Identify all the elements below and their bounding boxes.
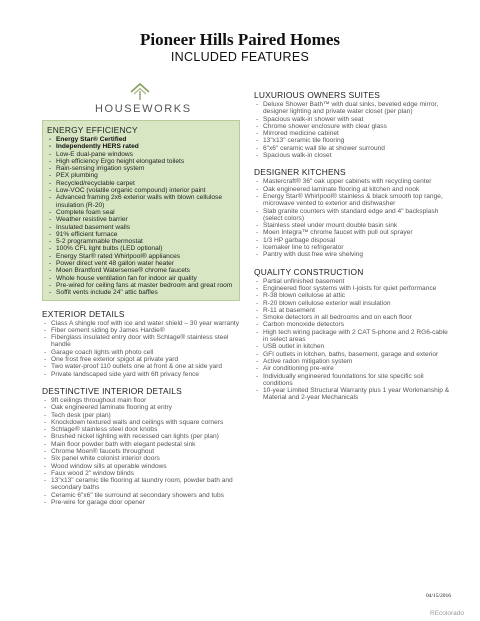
feature-item: - 6"x6" ceramic wall tile at shower surround	[254, 145, 450, 152]
section-title: DESIGNER KITCHENS	[254, 167, 346, 178]
feature-item: - Mastercraft® 36" oak upper cabinets with recycling center	[254, 178, 450, 185]
feature-item: - Whole house ventilation fan for indoor air quality	[47, 275, 235, 282]
feature-item: - 5-2 programmable thermostat	[47, 238, 235, 245]
feature-item: - Weather resistive barrier	[47, 216, 235, 223]
feature-item: - PEX plumbing	[47, 172, 235, 179]
feature-list	[42, 320, 240, 378]
feature-item: - Pre-wire for garage door opener	[42, 499, 240, 506]
feature-item: - Spacious walk-in closet	[254, 152, 450, 159]
feature-item: - Pantry with dust free wire shelving	[254, 251, 450, 258]
page-title: Pioneer Hills Paired Homes	[139, 30, 341, 49]
feature-item: - R-11 at basement	[254, 307, 450, 314]
feature-item: - 9ft ceilings throughout main floor	[42, 397, 240, 404]
feature-item: - Low-E dual-pane windows	[47, 151, 235, 158]
feature-item: - One frost free exterior spigot at private yard	[42, 356, 240, 363]
feature-item: - R-38 blown cellulose at attic	[254, 292, 450, 299]
feature-item: - Class A shingle roof with ice and water shield – 30 year warranty	[42, 320, 240, 327]
feature-item: - Schlage® stainless steel door knobs	[42, 426, 240, 433]
feature-item: - Power direct vent 48 gallon water heater	[47, 260, 235, 267]
feature-item: - Six panel white colonist interior doors	[42, 455, 240, 462]
feature-item: - Knockdown textured walls and ceilings with square corners	[42, 419, 240, 426]
feature-item: - Energy Star® Certified	[47, 136, 235, 143]
feature-item: - Fiber cement siding by James Hardie®	[42, 327, 240, 334]
feature-item: - High efficiency Ergo height elongated toilets	[47, 158, 235, 165]
feature-item: - Moen Integra™ chrome faucet with pull out sprayer	[254, 229, 450, 236]
feature-item: - Advanced framing 2x6 exterior walls with blown cellulose insulation (R-20)	[47, 194, 235, 209]
feature-item: - GFI outlets in kitchen, baths, basement, garage and exterior	[254, 351, 450, 358]
feature-item: - Low-VOC (volatile organic compound) interior paint	[47, 187, 235, 194]
feature-item: - 91% efficient furnace	[47, 231, 235, 238]
feature-item: - High tech wiring package with 2 CAT 5-phone and 2 RG6-cable in select areas	[254, 329, 450, 344]
feature-item: - Smoke detectors in all bedrooms and on each floor	[254, 314, 450, 321]
feature-item: - Moen Brantford Watersense® chrome faucets	[47, 267, 235, 274]
feature-item: - Spacious walk-in shower with seat	[254, 116, 450, 123]
feature-item: - Private landscaped side yard with 6ft privacy fence	[42, 371, 240, 378]
feature-item: - Individually engineered foundations for site specific soil conditions	[254, 373, 450, 388]
feature-item: - Faux wood 2" window blinds	[42, 470, 240, 477]
feature-item: - Stainless steel under mount double basin sink	[254, 222, 450, 229]
house-logo-icon	[129, 82, 151, 102]
feature-list	[254, 101, 450, 159]
houseworks-logo	[95, 82, 192, 115]
exterior-details-section	[42, 309, 240, 378]
feature-item: - Icemaker line to refrigerator	[254, 244, 450, 251]
feature-item: - USB outlet in kitchen	[254, 343, 450, 350]
logo-wordmark: HOUSEWORKS	[95, 103, 192, 115]
feature-item: - 100% CFL light bulbs (LED optional)	[47, 245, 235, 252]
feature-item: - Ceramic 6"x6" tile surround at secondary showers and tubs	[42, 492, 240, 499]
feature-item: - Fiberglass insulated entry door with Schlage® stainless steel handle	[42, 334, 240, 349]
feature-item: - Brushed nickel lighting with recessed can lights (per plan)	[42, 433, 240, 440]
feature-list	[42, 397, 240, 506]
right-column	[254, 90, 450, 410]
feature-item: - Garage coach lights with photo cell	[42, 349, 240, 356]
quality-construction-section	[254, 267, 450, 402]
feature-item: - Oak engineered laminate flooring at entry	[42, 404, 240, 411]
feature-item: - Wood window sills at operable windows	[42, 463, 240, 470]
feature-item: - Chrome shower enclosure with clear glass	[254, 123, 450, 130]
feature-item: - Carbon monoxide detectors	[254, 321, 450, 328]
feature-item: - Energy Star® Whirlpool® stainless & black smooth top range, microwave vented to exterior and dishwasher	[254, 193, 450, 208]
feature-item: - Rain-sensing irrigation system	[47, 165, 235, 172]
section-title: DESTINCTIVE INTERIOR DETAILS	[42, 385, 182, 396]
section-title: QUALITY CONSTRUCTION	[254, 266, 364, 277]
feature-item: - 13"x13" ceramic tile flooring at laundry room, powder bath and secondary baths	[42, 477, 240, 492]
feature-item: - 13"x13" ceramic tile flooring	[254, 137, 450, 144]
feature-list	[254, 178, 450, 258]
page-subtitle: INCLUDED FEATURES	[170, 50, 310, 64]
feature-item: - R-20 blown cellulose exterior wall insulation	[254, 300, 450, 307]
owners-suites-section	[254, 90, 450, 159]
feature-item: - Mirrored medicine cabinet	[254, 130, 450, 137]
feature-item: - Active radon mitigation system	[254, 358, 450, 365]
feature-item: - Tech desk (per plan)	[42, 412, 240, 419]
feature-item: - Deluxe Shower Bath™ with dual sinks, beveled edge mirror, designer lighting and private water closet (per plan)	[254, 101, 450, 116]
document-date: 04/15/2016	[426, 593, 452, 599]
feature-item: - Energy Star® rated Whirlpool® appliances	[47, 253, 235, 260]
feature-item: - Pre-wired for ceiling fans at master bedroom and great room	[47, 282, 235, 289]
feature-item: - Engineered floor systems with I-joists for quiet performance	[254, 285, 450, 292]
feature-item: - Recycled/recyclable carpet	[47, 180, 235, 187]
feature-item: - Slab granite counters with standard edge and 4" backsplash (select colors)	[254, 208, 450, 223]
left-column	[42, 120, 240, 514]
feature-item: - Two water-proof 110 outlets one at front & one at side yard	[42, 363, 240, 370]
feature-item: - Main floor powder bath with elegant pedestal sink	[42, 441, 240, 448]
feature-item: - 1/3 HP garbage disposal	[254, 237, 450, 244]
section-title: ENERGY EFFICIENCY	[47, 125, 138, 135]
feature-list	[47, 136, 235, 297]
feature-item: - Oak engineered laminate flooring at kitchen and nook	[254, 186, 450, 193]
feature-item: - Chrome Moen® faucets throughout	[42, 448, 240, 455]
section-title: EXTERIOR DETAILS	[42, 308, 125, 319]
designer-kitchens-section	[254, 167, 450, 258]
feature-item: - Partial unfinished basement	[254, 278, 450, 285]
feature-item: - Complete foam seal	[47, 209, 235, 216]
feature-item: - Soffit vents include 24" attic baffles	[47, 289, 235, 296]
feature-item: - Air conditioning pre-wire	[254, 365, 450, 372]
energy-efficiency-section	[42, 120, 240, 301]
feature-item: - Insulated basement walls	[47, 224, 235, 231]
feature-item: - 10-year Limited Structural Warranty plus 1 year Workmanship & Material and 2-year Mechanicals	[254, 387, 450, 402]
feature-list	[254, 278, 450, 402]
feature-item: - Independently HERS rated	[47, 143, 235, 150]
source-watermark: REcolorado	[430, 610, 464, 617]
section-title: LUXURIOUS OWNERS SUITES	[254, 90, 381, 100]
interior-details-section	[42, 386, 240, 506]
